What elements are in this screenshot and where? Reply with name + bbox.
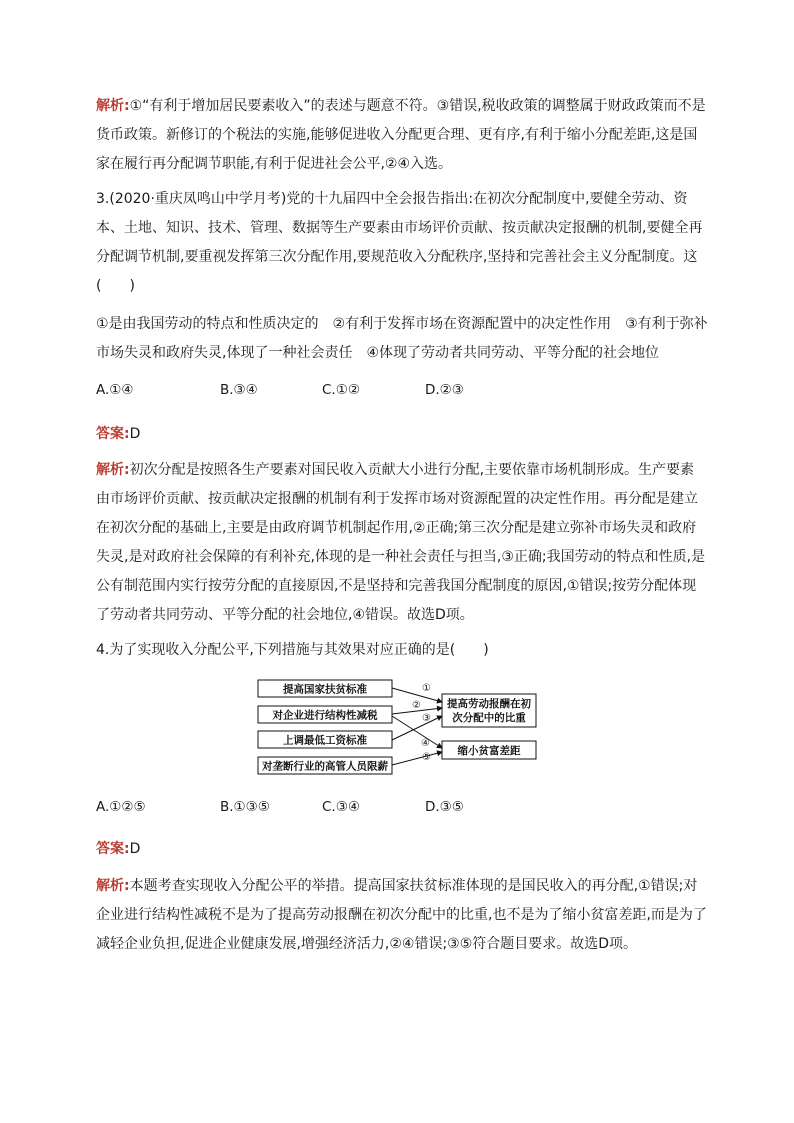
option-d: D.②③ <box>425 382 464 398</box>
answer-label: 答案: <box>96 841 130 857</box>
question-3-stem: 3.(2020·重庆凤鸣山中学月考)党的十九届四中全会报告指出:在初次分配制度中,要健全劳动、资本、土地、知识、技术、管理、数据等生产要素由市场评价贡献、按贡献决定报酬的机制,要健全再分配调节机制,要重视发挥第三次分配作用,要规范收入分配秩序,坚持和完善社会主义分配制度。这( ) <box>96 191 703 294</box>
answer-value: D <box>129 426 141 442</box>
option-b: B.③④ <box>220 382 258 398</box>
option-c: C.①② <box>322 382 360 398</box>
arrow-number-2: ② <box>412 700 421 711</box>
question-3-statements: ①是由我国劳动的特点和性质决定的 ②有利于发挥市场在资源配置中的决定性作用 ③有利于弥补市场失灵和政府失灵,体现了一种社会责任 ④体现了劳动者共同劳动、平等分配的社会地位 <box>96 316 708 361</box>
option-a: A.①②⑤ <box>96 799 146 815</box>
arrow-5 <box>392 752 442 765</box>
effect-text-top-2: 次分配中的比重 <box>452 712 526 724</box>
answer-value: D <box>129 841 141 857</box>
question-4-options <box>96 799 708 819</box>
arrow-number-5: ⑤ <box>422 752 431 763</box>
arrow-number-3: ③ <box>422 713 431 724</box>
effect-text-bottom: 缩小贫富差距 <box>457 745 521 757</box>
option-c: C.③④ <box>322 799 360 815</box>
option-b: B.①③⑤ <box>220 799 270 815</box>
explanation-text: 初次分配是按照各生产要素对国民收入贡献大小进行分配,主要依靠市场机制形成。生产要素由市场评价贡献、按贡献决定报酬的机制有利于发挥市场对资源配置的决定性作用。再分配是建立在初次分配的基础上,主要是由政府调节机制起作用,②正确;第三次分配是建立弥补市场失灵和政府失灵,是对政府社会保障的有利补充,体现的是一种社会责任与担当,③正确;我国劳动的特点和性质,是公有制范围内实行按劳分配的直接原因,不是坚持和完善我国分配制度的原因,①错误;按劳分配体现了劳动者共同劳动、平等分配的社会地位,④错误。故选D项。 <box>96 462 706 623</box>
measure-text-1: 提高国家扶贫标准 <box>283 683 367 696</box>
explanation-q3 <box>96 456 708 630</box>
arrow-4 <box>392 716 442 748</box>
option-a: A.①④ <box>96 382 134 398</box>
measure-text-4: 对垄断行业的高管人员限薪 <box>262 760 388 773</box>
explanation-label: 解析: <box>96 98 130 114</box>
explanation-text: ①“有利于增加居民要素收入”的表述与题意不符。③错误,税收政策的调整属于财政政策而不是货币政策。新修订的个税法的实施,能够促进收入分配更合理、更有序,有利于缩小分配差距,这是国家在履行再分配调节职能,有利于促进社会公平,②④入选。 <box>96 98 706 172</box>
measures-effects-diagram <box>256 678 552 778</box>
answer-label: 答案: <box>96 426 130 442</box>
effect-text-top-1: 提高劳动报酬在初 <box>447 698 531 710</box>
measure-text-3: 上调最低工资标准 <box>283 734 367 747</box>
arrow-number-1: ① <box>422 683 431 694</box>
arrow-3 <box>392 716 442 740</box>
explanation-q2 <box>96 92 708 179</box>
question-4-stem: 4.为了实现收入分配公平,下列措施与其效果对应正确的是( ) <box>96 642 489 658</box>
measure-text-2: 对企业进行结构性减税 <box>272 709 378 722</box>
arrow-number-4: ④ <box>421 738 430 749</box>
question-3-options <box>96 382 708 402</box>
explanation-label: 解析: <box>96 878 130 894</box>
answer-q4 <box>96 835 708 864</box>
explanation-label: 解析: <box>96 462 130 478</box>
explanation-text: 本题考查实现收入分配公平的举措。提高国家扶贫标准体现的是国民收入的再分配,①错误;对企业进行结构性减税不是为了提高劳动报酬在初次分配中的比重,也不是为了缩小贫富差距,而是为了减轻企业负担,促进企业健康发展,增强经济活力,②④错误;③⑤符合题目要求。故选D项。 <box>96 878 707 952</box>
explanation-q4 <box>96 872 708 959</box>
option-d: D.③⑤ <box>425 799 464 815</box>
answer-q3 <box>96 420 708 449</box>
